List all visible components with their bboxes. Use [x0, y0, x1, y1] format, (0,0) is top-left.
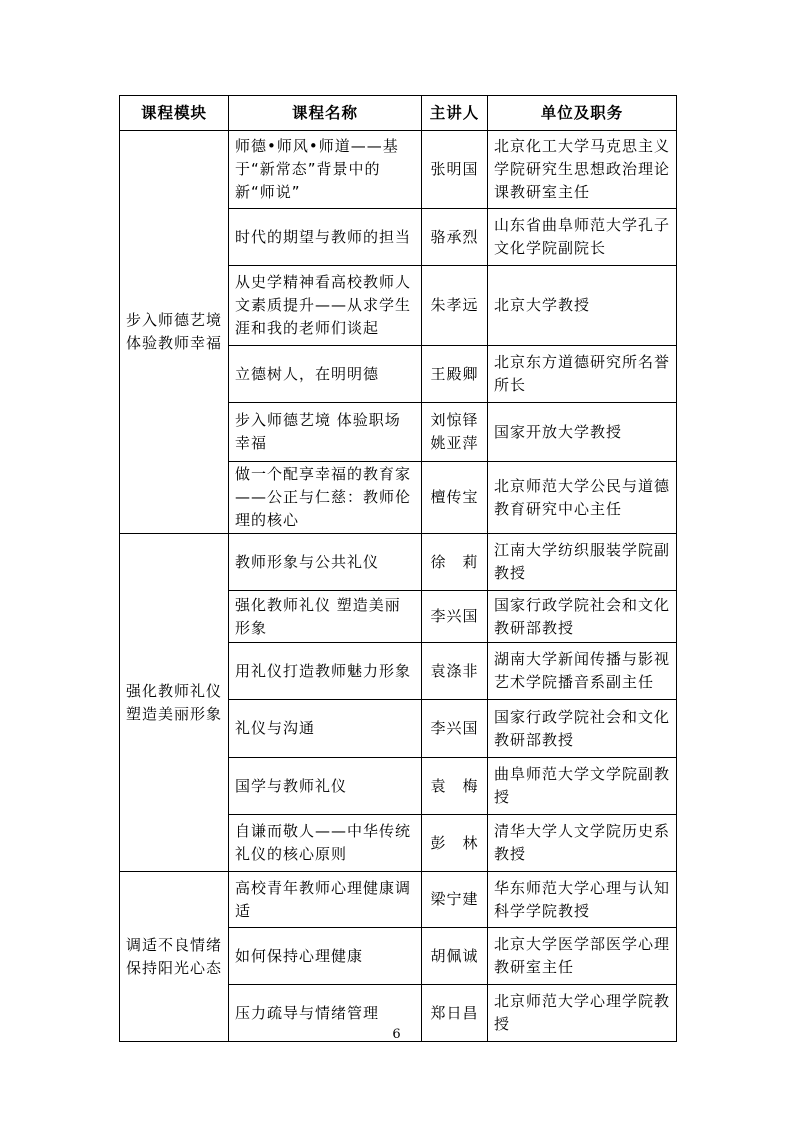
course-name: 如何保持心理健康 — [229, 928, 422, 985]
course-name: 自谦而敬人——中华传统礼仪的核心原则 — [229, 815, 422, 872]
header-course-name: 课程名称 — [229, 96, 422, 131]
speaker: 梁宁建 — [422, 872, 488, 928]
table-header-row — [120, 96, 677, 131]
course-name: 压力疏导与情绪管理 — [229, 985, 422, 1042]
unit: 国家行政学院社会和文化教研部教授 — [488, 700, 677, 758]
module-cell: 强化教师礼仪塑造美丽形象 — [120, 534, 229, 872]
unit: 曲阜师范大学文学院副教授 — [488, 758, 677, 815]
course-name: 礼仪与沟通 — [229, 700, 422, 758]
unit: 清华大学人文学院历史系教授 — [488, 815, 677, 872]
speaker: 彭 林 — [422, 815, 488, 872]
course-name: 做一个配享幸福的教育家——公正与仁慈：教师伦理的核心 — [229, 462, 422, 534]
header-unit: 单位及职务 — [488, 96, 677, 131]
unit: 北京东方道德研究所名誉所长 — [488, 346, 677, 403]
speaker: 袁 梅 — [422, 758, 488, 815]
unit: 国家行政学院社会和文化教研部教授 — [488, 591, 677, 643]
unit: 江南大学纺织服装学院副教授 — [488, 534, 677, 591]
unit: 湖南大学新闻传播与影视艺术学院播音系副主任 — [488, 643, 677, 700]
header-speaker: 主讲人 — [422, 96, 488, 131]
table-row — [120, 534, 677, 591]
course-name: 时代的期望与教师的担当 — [229, 209, 422, 266]
speaker: 刘惊铎姚亚萍 — [422, 403, 488, 462]
unit: 北京大学教授 — [488, 266, 677, 346]
speaker: 王殿卿 — [422, 346, 488, 403]
table-row — [120, 872, 677, 928]
module-cell: 步入师德艺境体验教师幸福 — [120, 131, 229, 534]
course-name: 步入师德艺境 体验职场幸福 — [229, 403, 422, 462]
unit: 国家开放大学教授 — [488, 403, 677, 462]
speaker: 张明国 — [422, 131, 488, 209]
speaker: 骆承烈 — [422, 209, 488, 266]
speaker: 朱孝远 — [422, 266, 488, 346]
course-name: 立德树人，在明明德 — [229, 346, 422, 403]
unit: 北京师范大学公民与道德教育研究中心主任 — [488, 462, 677, 534]
speaker: 袁涤非 — [422, 643, 488, 700]
course-name: 用礼仪打造教师魅力形象 — [229, 643, 422, 700]
unit: 北京师范大学心理学院教授 — [488, 985, 677, 1042]
header-module: 课程模块 — [120, 96, 229, 131]
course-name: 强化教师礼仪 塑造美丽形象 — [229, 591, 422, 643]
speaker: 胡佩诚 — [422, 928, 488, 985]
speaker: 李兴国 — [422, 591, 488, 643]
speaker: 檀传宝 — [422, 462, 488, 534]
module-cell: 调适不良情绪保持阳光心态 — [120, 872, 229, 1042]
table-row — [120, 131, 677, 209]
speaker: 郑日昌 — [422, 985, 488, 1042]
speaker: 徐 莉 — [422, 534, 488, 591]
course-name: 高校青年教师心理健康调适 — [229, 872, 422, 928]
course-name: 师德•师风•师道——基于“新常态”背景中的新“师说” — [229, 131, 422, 209]
unit: 北京大学医学部医学心理教研室主任 — [488, 928, 677, 985]
page-number: 6 — [392, 1027, 401, 1042]
unit: 华东师范大学心理与认知科学学院教授 — [488, 872, 677, 928]
course-name: 教师形象与公共礼仪 — [229, 534, 422, 591]
unit: 山东省曲阜师范大学孔子文化学院副院长 — [488, 209, 677, 266]
course-name: 国学与教师礼仪 — [229, 758, 422, 815]
course-table — [119, 95, 677, 1042]
unit: 北京化工大学马克思主义学院研究生思想政治理论课教研室主任 — [488, 131, 677, 209]
course-name: 从史学精神看高校教师人文素质提升——从求学生涯和我的老师们谈起 — [229, 266, 422, 346]
speaker: 李兴国 — [422, 700, 488, 758]
